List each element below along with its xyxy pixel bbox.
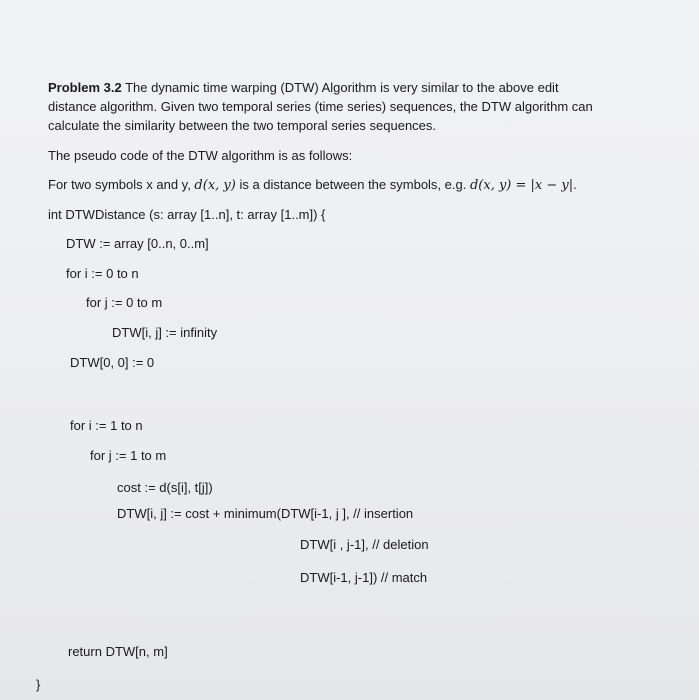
code-line-4: DTW[i, j] := infinity xyxy=(112,325,218,340)
problem-line-3: calculate the similarity between the two temporal series sequences. xyxy=(48,118,437,133)
code-line-5: DTW[0, 0] := 0 xyxy=(70,355,155,370)
intro-text: The pseudo code of the DTW algorithm is as follows: xyxy=(48,148,353,163)
problem-line-1 xyxy=(48,80,559,96)
problem-line-1-text: The dynamic time warping (DTW) Algorithm is very similar to the above edit xyxy=(121,80,559,95)
symbols-middle: is a distance between the symbols, e.g. xyxy=(235,177,470,192)
symbols-dxy: d(x, y) xyxy=(194,178,236,193)
code-line-7: for j := 1 to m xyxy=(90,448,167,463)
code-line-3: for j := 0 to m xyxy=(86,295,163,310)
code-line-9: DTW[i, j] := cost + minimum(DTW[i-1, j ], // insertion xyxy=(117,506,414,521)
symbols-suffix: . xyxy=(573,177,577,192)
code-line-8: cost := d(s[i], t[j]) xyxy=(117,480,213,495)
problem-line-2: distance algorithm. Given two temporal series (time series) sequences, the DTW algorithm can xyxy=(48,99,593,114)
symbols-line xyxy=(48,177,577,194)
code-line-1: DTW := array [0..n, 0..m] xyxy=(66,236,209,251)
code-line-2: for i := 0 to n xyxy=(66,266,139,281)
code-line-6: for i := 1 to n xyxy=(70,418,143,433)
code-line-12: return DTW[n, m] xyxy=(68,644,168,659)
code-line-11: DTW[i-1, j-1]) // match xyxy=(300,570,428,585)
symbols-formula: d(x, y) = |x − y| xyxy=(469,178,574,193)
code-close-brace: } xyxy=(36,677,41,692)
code-line-10: DTW[i , j-1], // deletion xyxy=(300,537,429,552)
problem-label: Problem 3.2 xyxy=(48,80,122,95)
symbols-prefix: For two symbols x and y, xyxy=(48,177,195,192)
code-signature: int DTWDistance (s: array [1..n], t: array [1..m]) { xyxy=(48,207,326,222)
